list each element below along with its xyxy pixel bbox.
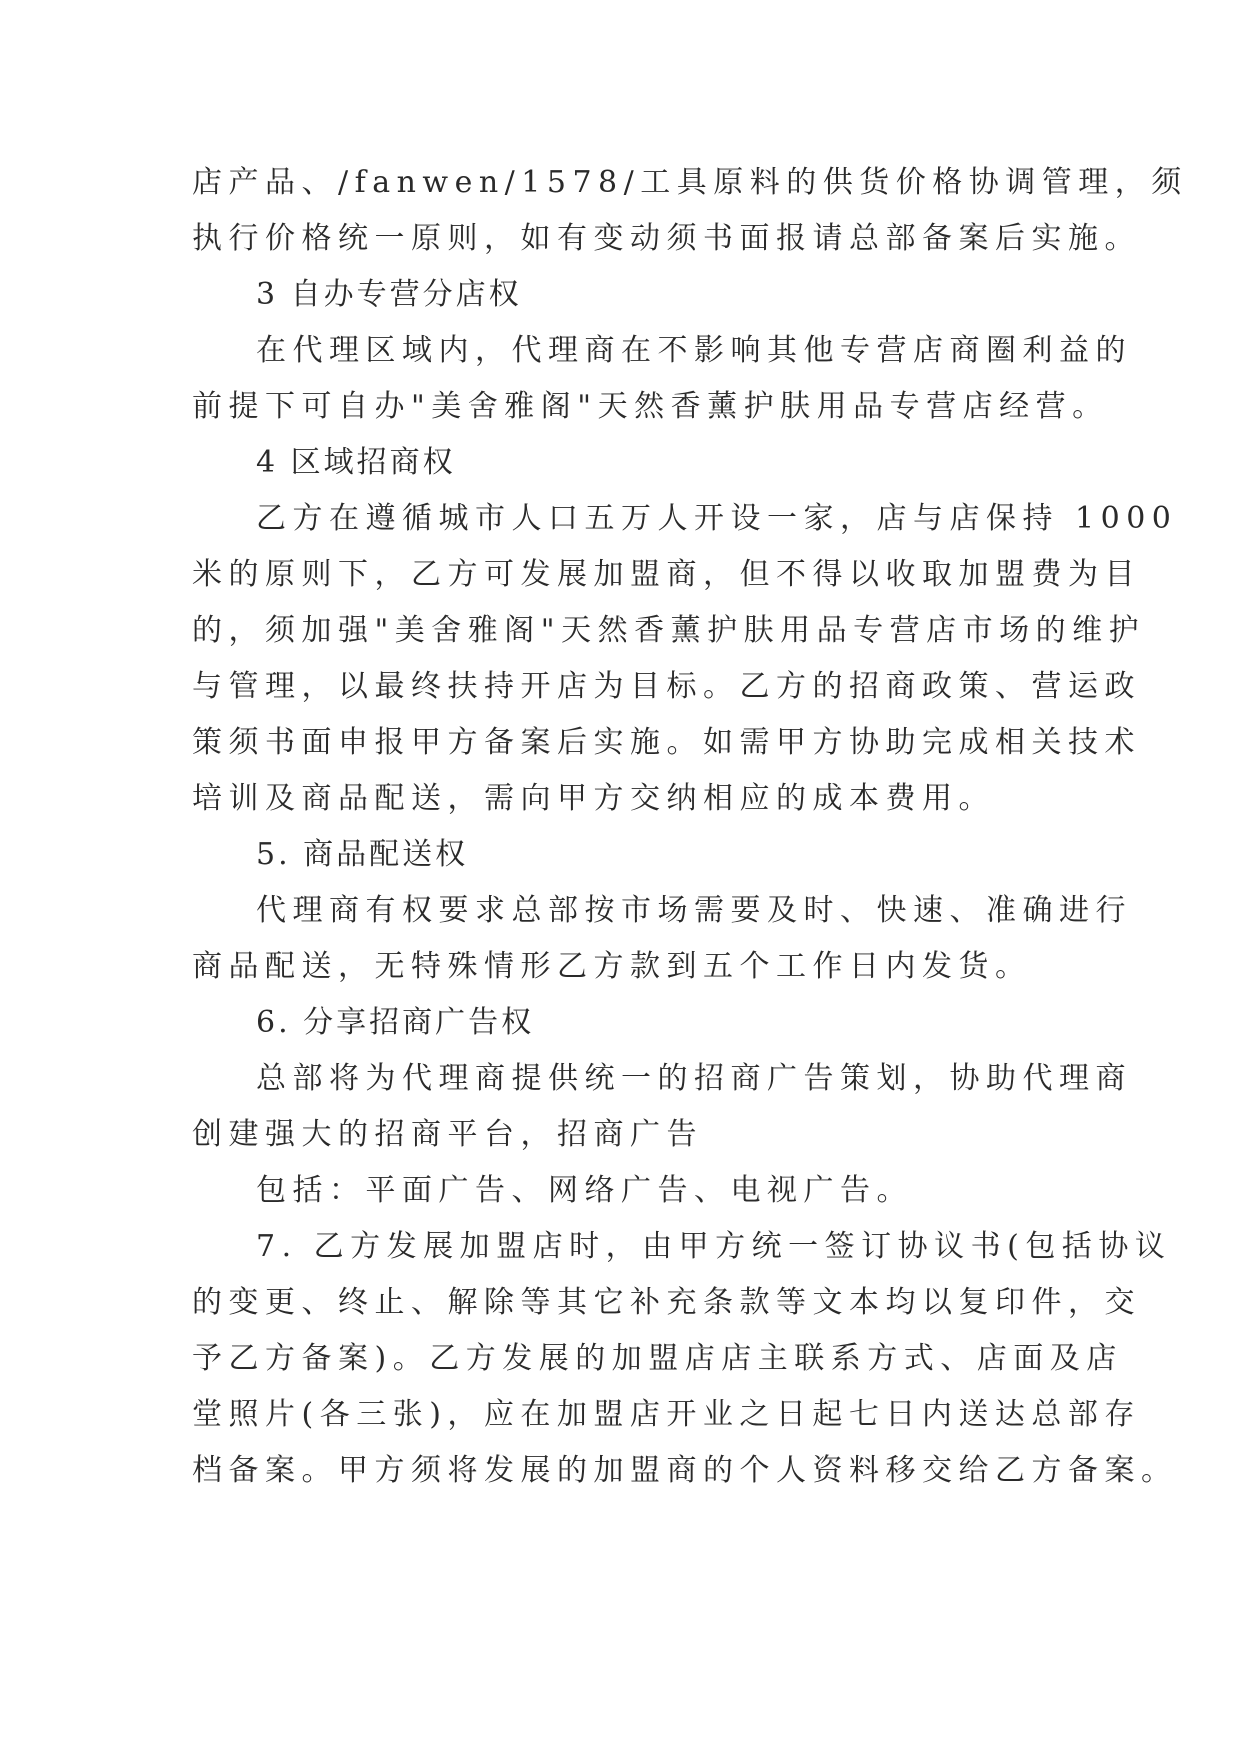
paragraph-line: 予乙方备案)。乙方发展的加盟店店主联系方式、店面及店 xyxy=(192,1341,1123,1376)
section-heading: 4 区域招商权 xyxy=(256,445,456,480)
paragraph-line: 商品配送，无特殊情形乙方款到五个工作日内发货。 xyxy=(192,949,1032,984)
paragraph-line: 前提下可自办"美舍雅阁"天然香薰护肤用品专营店经营。 xyxy=(192,389,1109,424)
paragraph-line: 档备案。甲方须将发展的加盟商的个人资料移交给乙方备案。 xyxy=(192,1453,1178,1488)
paragraph-line: 在代理区域内，代理商在不影响其他专营店商圈利益的 xyxy=(256,333,1132,368)
paragraph-line: 店产品、/fanwen/1578/工具原料的供货价格协调管理，须 xyxy=(192,165,1188,200)
paragraph-line: 创建强大的招商平台，招商广告 xyxy=(192,1117,703,1152)
paragraph-line: 总部将为代理商提供统一的招商广告策划，协助代理商 xyxy=(256,1061,1132,1096)
paragraph-line: 与管理，以最终扶持开店为目标。乙方的招商政策、营运政 xyxy=(192,669,1141,704)
paragraph-line: 培训及商品配送，需向甲方交纳相应的成本费用。 xyxy=(192,781,995,816)
paragraph-line: 包括：平面广告、网络广告、电视广告。 xyxy=(256,1173,913,1208)
paragraph-line: 的变更、终止、解除等其它补充条款等文本均以复印件，交 xyxy=(192,1285,1141,1320)
paragraph-line: 执行价格统一原则，如有变动须书面报请总部备案后实施。 xyxy=(192,221,1141,256)
paragraph-line: 乙方在遵循城市人口五万人开设一家，店与店保持 1000 xyxy=(256,501,1178,536)
paragraph-line: 堂照片(各三张)，应在加盟店开业之日起七日内送达总部存 xyxy=(192,1397,1141,1432)
paragraph-line: 米的原则下，乙方可发展加盟商，但不得以收取加盟费为目 xyxy=(192,557,1141,592)
section-heading: 3 自办专营分店权 xyxy=(256,277,522,312)
paragraph-line: 代理商有权要求总部按市场需要及时、快速、准确进行 xyxy=(256,893,1132,928)
paragraph-line: 7. 乙方发展加盟店时，由甲方统一签订协议书(包括协议 xyxy=(256,1229,1172,1264)
paragraph-line: 的，须加强"美舍雅阁"天然香薰护肤用品专营店市场的维护 xyxy=(192,613,1146,648)
section-heading: 5. 商品配送权 xyxy=(256,837,469,872)
section-heading: 6. 分享招商广告权 xyxy=(256,1005,535,1040)
paragraph-line: 策须书面申报甲方备案后实施。如需甲方协助完成相关技术 xyxy=(192,725,1141,760)
